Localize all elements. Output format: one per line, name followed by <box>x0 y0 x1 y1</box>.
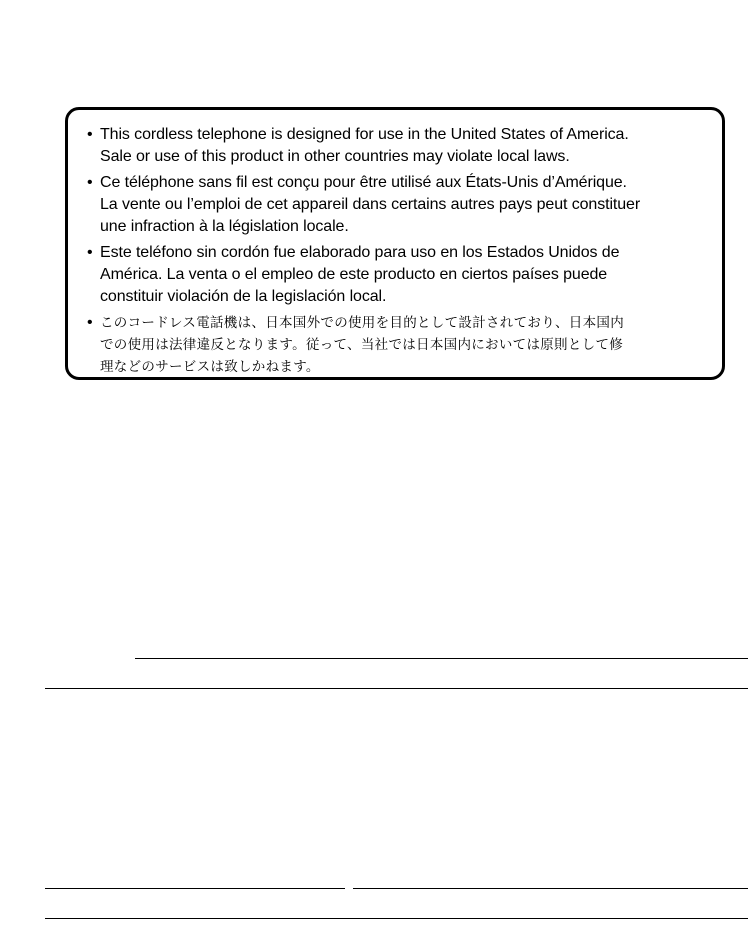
notice-item-english <box>85 124 721 168</box>
notice-french-line-3: une infraction à la législation locale. <box>100 218 349 235</box>
notice-spanish-line-2: América. La venta o el empleo de este producto en ciertos países puede <box>100 266 608 283</box>
notice-item-spanish <box>85 242 721 308</box>
notice-spanish-line-3: constituir violación de la legislación local. <box>100 288 387 305</box>
bullet-icon: • <box>87 314 93 331</box>
horizontal-rule <box>45 888 345 889</box>
notice-japanese-line-3: 理などのサービスは致しかねます。 <box>100 359 320 375</box>
horizontal-rule <box>45 688 748 689</box>
horizontal-rule <box>353 888 748 889</box>
notice-list <box>85 124 721 382</box>
bullet-icon: • <box>87 244 93 261</box>
notice-japanese-line-1: このコードレス電話機は、日本国外での使用を目的として設計されており、日本国内 <box>100 315 624 331</box>
notice-french-line-1: Ce téléphone sans fil est conçu pour être utilisé aux États-Unis d’Amérique. <box>100 174 627 191</box>
horizontal-rule <box>135 658 748 659</box>
notice-french-line-2: La vente ou l’emploi de cet appareil dans certains autres pays peut constituer <box>100 196 641 213</box>
notice-japanese-line-2: での使用は法律違反となります。従って、当社では日本国内においては原則として修 <box>100 337 624 353</box>
notice-spanish-line-1: Este teléfono sin cordón fue elaborado para uso en los Estados Unidos de <box>100 244 620 261</box>
notice-item-french <box>85 172 721 238</box>
bullet-icon: • <box>87 126 93 143</box>
bullet-icon: • <box>87 174 93 191</box>
notice-english-line-1: This cordless telephone is designed for use in the United States of America. <box>100 126 629 143</box>
notice-item-japanese <box>85 312 721 378</box>
notice-english-line-2: Sale or use of this product in other countries may violate local laws. <box>100 148 570 165</box>
horizontal-rule <box>45 918 748 919</box>
legal-notice-box <box>65 107 725 380</box>
